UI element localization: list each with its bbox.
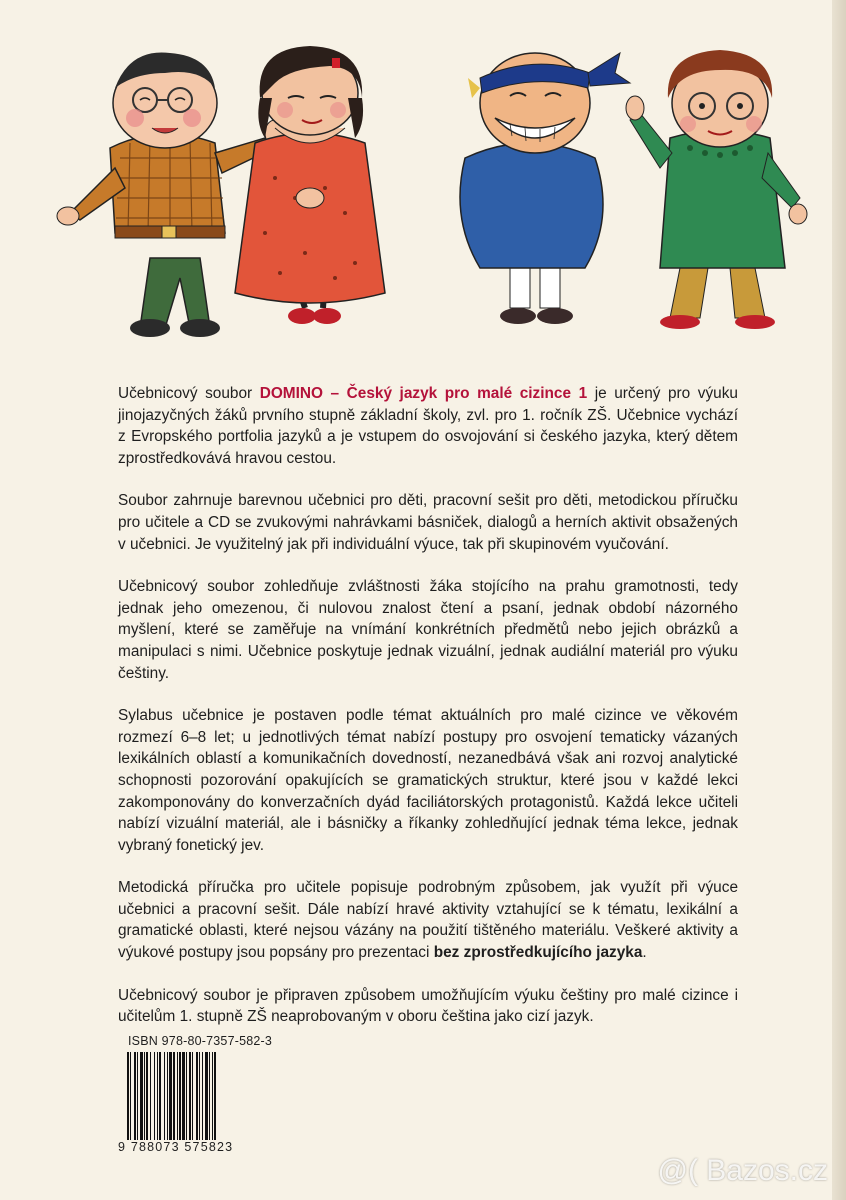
paragraph [118, 985, 738, 1028]
paragraph-segment: . [642, 944, 647, 962]
description-text [118, 383, 738, 1049]
watermark-text: @( Bazos.cz [657, 1154, 828, 1187]
paragraph-segment: Učebnicový soubor je připraven způsobem umožňujícím výuku češtiny pro malé cizince i učitelům 1. stupně ZŠ neaprobovaným v oboru čeština jako cizí jazyk. [118, 986, 738, 1026]
paragraph-segment: Metodická příručka pro učitele popisuje podrobným způsobem, jak využít při výuce učebnici a pracovní sešit. Dále nabízí hravé aktivity vztahující se k tématu, lexikální a gramatické oblasti, které nejsou vázány na použití tištěného materiálu. Veškeré aktivity a výukové postupy jsou popsány pro prezentaci [118, 879, 738, 962]
paragraph-segment: Učebnicový soubor [118, 385, 260, 402]
barcode-digits: 9 788073 575823 [118, 1140, 258, 1154]
paragraph [118, 705, 738, 856]
paragraph-segment: Učebnicový soubor zohledňuje zvláštnosti žáka stojícího na prahu gramotnosti, tedy jednak jeho omezenou, či nulovou znalost čtení a psaní, jednak období názorného myšlení, které se zaměřuje na vnímání konkrétních předmětů nebo jejich obrázků a manipulaci s nimi. Učebnice poskytuje jednak vizuální, jednak audiální materiál pro výuku češtiny. [118, 578, 738, 682]
character-boy-blue-sweater [460, 53, 630, 324]
character-grandma-green-sweater [626, 50, 807, 329]
paragraph-segment: je určený pro výuku jinojazyčných žáků prvního stupně základní školy, zvl. pro 1. ročník ZŠ. Učebnice vychází z Evropského portfolia jazyků a je vstupem do osvojování si českého jazyka, který dětem zprostředkovává hravou cestou. [118, 385, 738, 467]
paragraph [118, 877, 738, 963]
paragraph-segment: DOMINO – Český jazyk pro malé cizince 1 [259, 385, 588, 402]
cartoon-characters-illustration [40, 28, 820, 348]
character-girl-red-dress [235, 46, 385, 324]
isbn-label: ISBN 978-80-7357-582-3 [128, 1034, 273, 1048]
paragraph [118, 576, 738, 684]
paragraph [118, 383, 738, 469]
paragraph [118, 490, 738, 555]
paragraph-segment: Sylabus učebnice je postaven podle témat aktuálních pro malé cizince ve věkovém rozmezí 6–8 let; u jednotlivých témat nabízí postupy pro osvojení tematicky vázaných lexikálních oblastí a komunikačních dovedností, nezanedbává však ani rozvoj analytické schopnosti pozorování opakujících se gramatických struktur, které jsou v každé lekci zakomponovány do konverzačních dyád faciliátorských protagonistů. Každá lekce učiteli nabízí vizuální materiál, ale i básničky a říkanky zohledňující jednak téma lekce, jednak vybraný fonetický jev. [118, 707, 738, 854]
paragraph-segment: Soubor zahrnuje barevnou učebnici pro děti, pracovní sešit pro děti, metodickou příručku pro učitele a CD se zvukovými nahrávkami básniček, dialogů a herních aktivit obsažených v učebnici. Je využitelný jak při individuální výuce, tak při skupinovém vyučování. [118, 492, 738, 553]
barcode [125, 1052, 253, 1152]
paragraph-segment: bez zprostředkujícího jazyka [433, 944, 643, 962]
page-edge [832, 0, 846, 1200]
